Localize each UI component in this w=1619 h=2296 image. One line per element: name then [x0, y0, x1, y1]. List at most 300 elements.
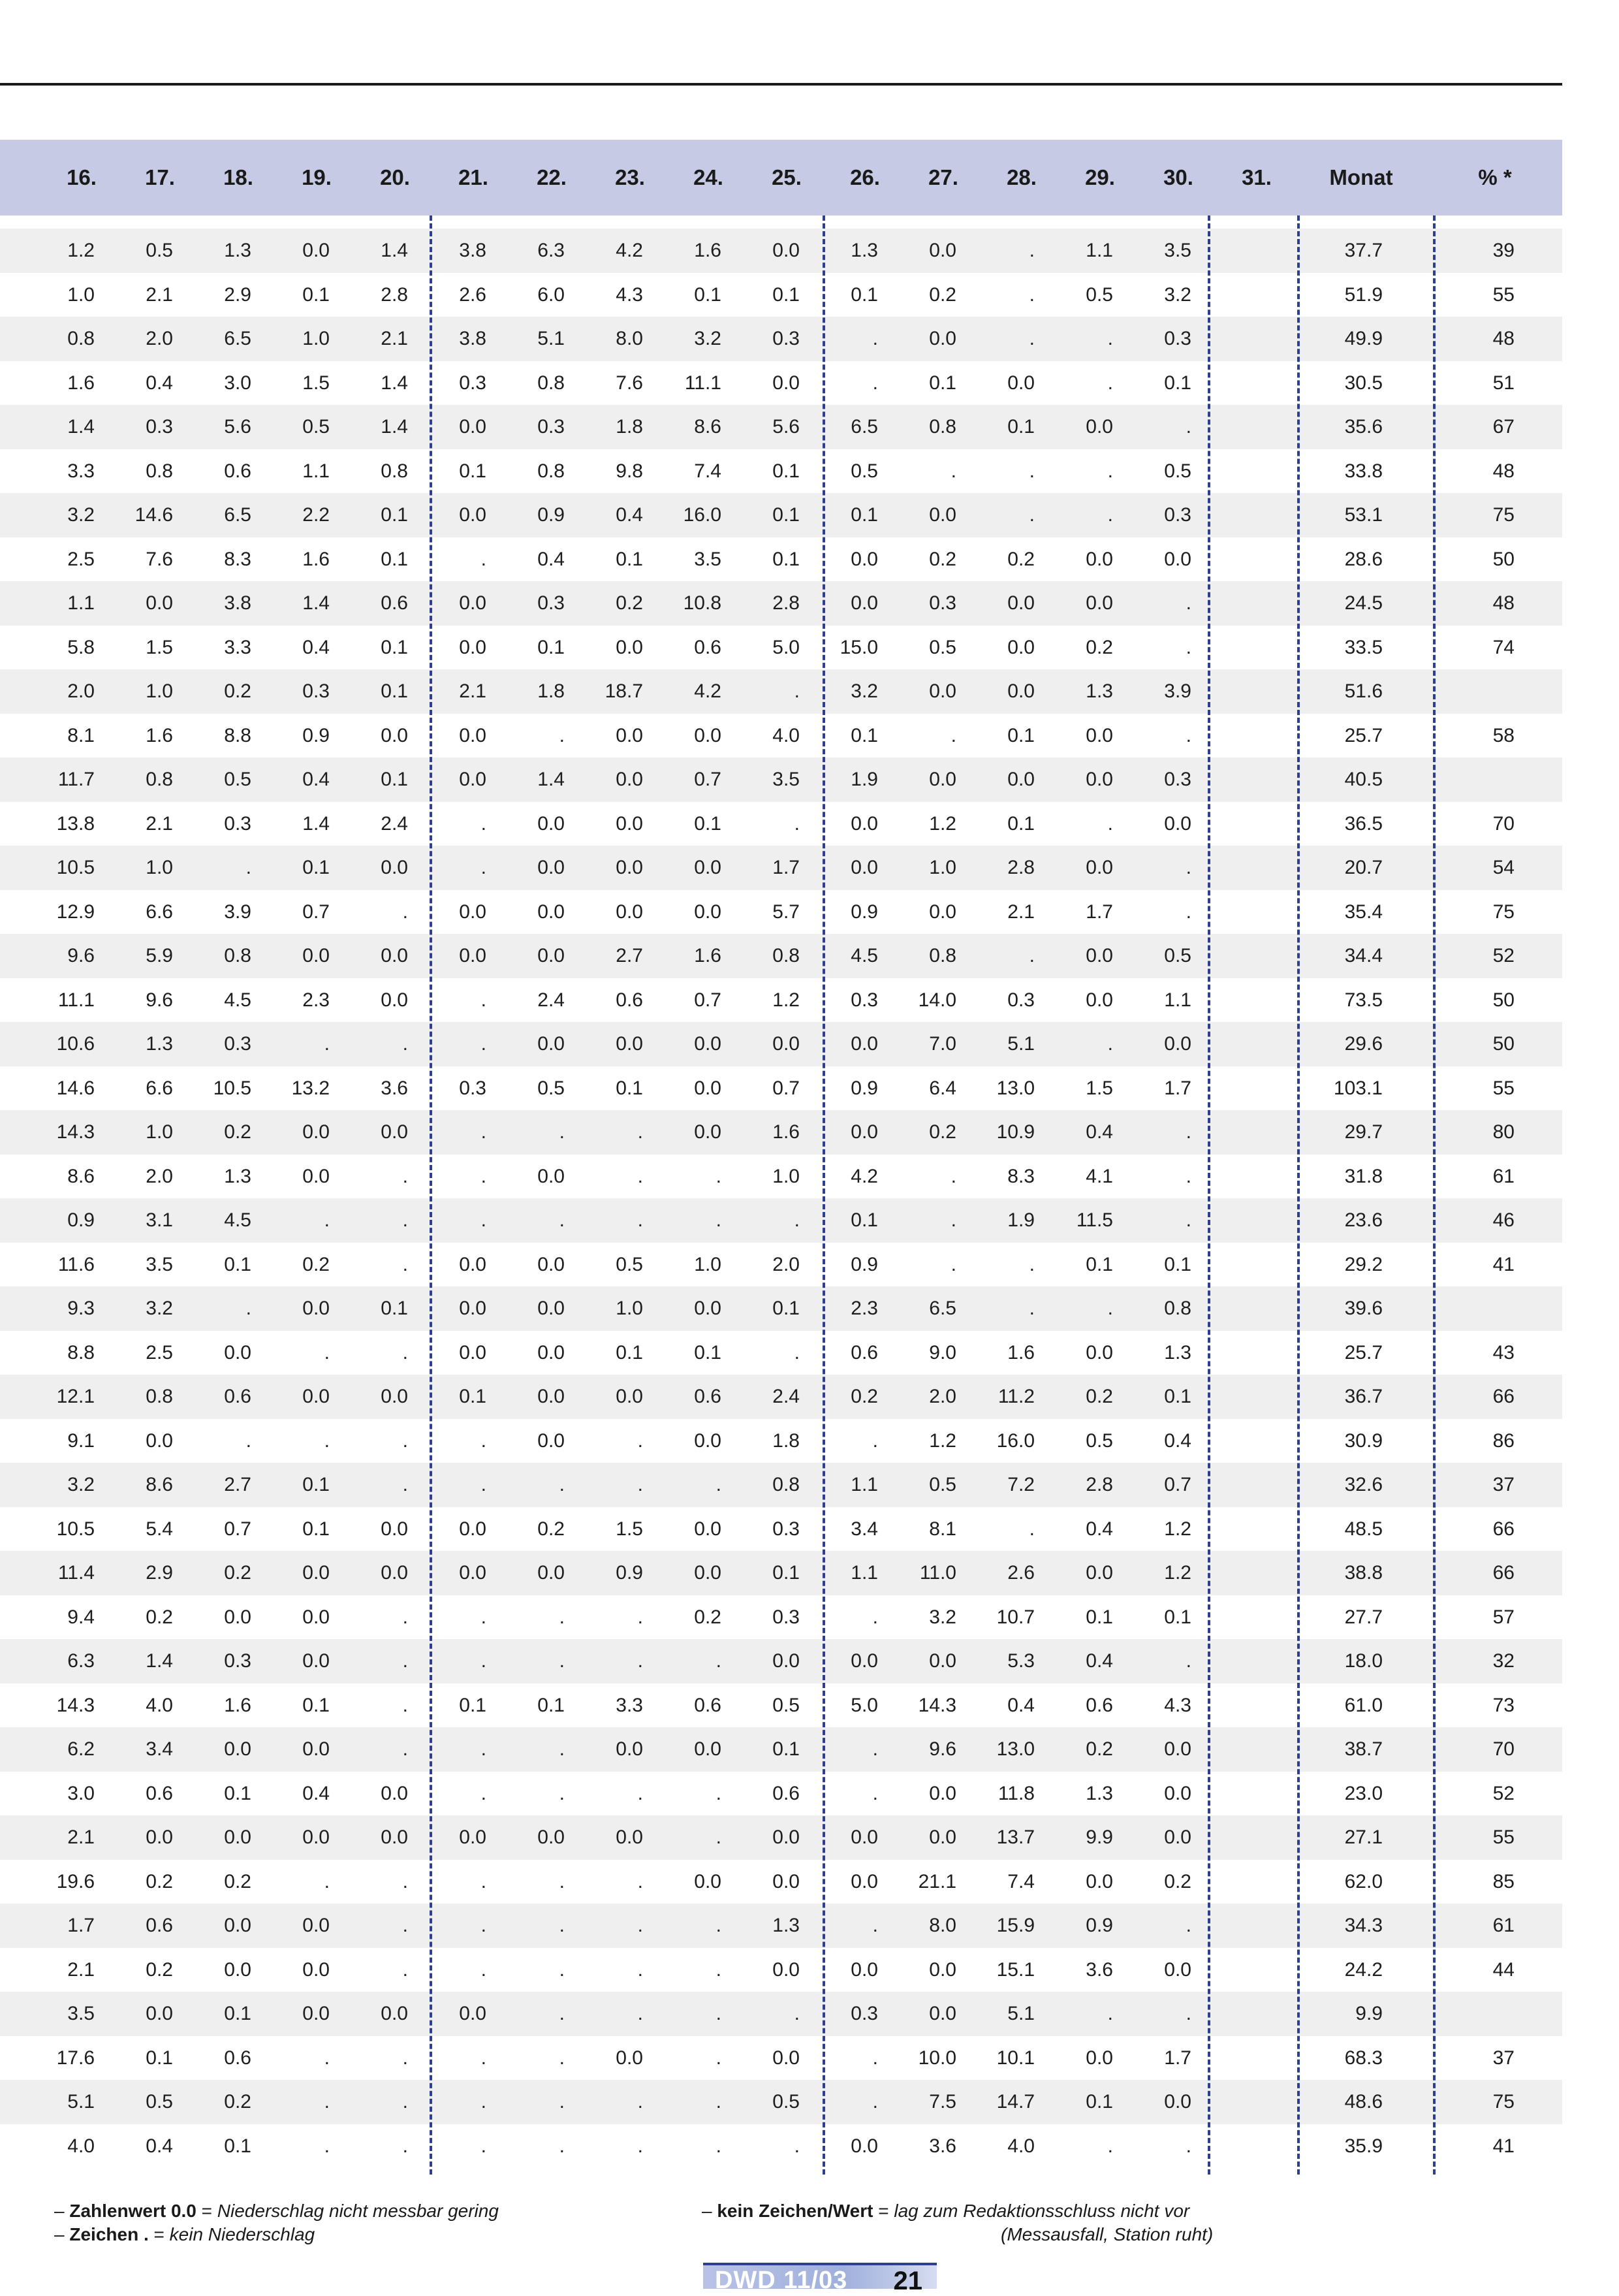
table-cell: . [402, 1870, 408, 1892]
table-cell: . [1029, 1253, 1035, 1275]
table-cell: . [1186, 2003, 1191, 2024]
table-cell: 0.1 [929, 372, 956, 394]
table-cell: 0.5 [929, 636, 956, 658]
table-cell: 6.5 [224, 504, 251, 526]
table-cell: 0.3 [772, 328, 800, 349]
table-cell: 11.8 [998, 1782, 1035, 1804]
table-cell: 0.0 [302, 1165, 330, 1187]
column-header: 28. [1007, 165, 1037, 189]
table-cell: . [637, 2091, 643, 2113]
table-cell: . [480, 1606, 486, 1628]
table-cell: 0.0 [381, 857, 408, 878]
table-cell: 1.3 [851, 240, 878, 261]
table-cell: 0.0 [1007, 372, 1035, 394]
table-cell: . [402, 1606, 408, 1628]
table-cell: 4.3 [616, 283, 643, 306]
table-cell: . [402, 1958, 408, 1981]
table-cell: . [402, 1915, 408, 1936]
table-cell: 3.3 [616, 1694, 643, 1716]
table-row [0, 1727, 1562, 1772]
table-cell: 0.0 [381, 989, 408, 1011]
column-separator [430, 215, 432, 2175]
table-cell [1443, 1286, 1515, 1331]
table-cell: . [402, 1165, 408, 1187]
table-cell: . [715, 1474, 721, 1495]
table-cell: 14.7 [996, 2091, 1035, 2113]
table-cell: 20.7 [1344, 857, 1383, 878]
table-cell: 9.0 [929, 1341, 956, 1363]
table-cell: 0.0 [459, 1253, 486, 1275]
table-cell: 8.6 [67, 1165, 95, 1187]
table-row [0, 1419, 1562, 1463]
table-cell: . [480, 1121, 486, 1143]
table-cell: 2.1 [1007, 901, 1035, 923]
table-cell: 30.5 [1344, 372, 1383, 394]
table-cell: 13.0 [996, 1738, 1035, 1760]
table-cell: 0.1 [302, 283, 330, 306]
legend-description: Niederschlag nicht messbar gering [217, 2201, 499, 2221]
table-cell: 1.9 [1007, 1209, 1035, 1231]
table-cell: 8.3 [1007, 1165, 1035, 1187]
table-cell: 0.3 [224, 1650, 251, 1672]
table-cell: 0.1 [772, 1562, 800, 1584]
table-cell: 0.0 [1164, 1958, 1191, 1981]
table-cell: 9.9 [1355, 2003, 1383, 2024]
table-cell: 0.5 [772, 2091, 800, 2113]
table-cell [1443, 669, 1515, 714]
table-cell: 0.0 [459, 945, 486, 966]
table-cell: . [324, 2091, 330, 2113]
table-cell: 0.3 [459, 372, 486, 394]
table-cell: 1.2 [929, 1429, 956, 1452]
table-cell: 32.6 [1344, 1474, 1383, 1495]
table-cell: 0.1 [459, 1694, 486, 1716]
table-cell: 1.2 [67, 240, 95, 261]
table-cell: 3.6 [381, 1077, 408, 1099]
table-cell: 0.2 [1164, 1870, 1191, 1892]
column-header: 22. [537, 165, 567, 189]
table-cell: . [1029, 1298, 1035, 1319]
table-cell: 0.0 [537, 1386, 565, 1407]
table-cell: 1.4 [381, 372, 408, 394]
table-cell: . [559, 1958, 565, 1981]
table-cell: 6.6 [146, 1077, 173, 1099]
table-row [0, 1639, 1562, 1683]
table-cell: 0.0 [851, 1121, 878, 1143]
table-cell: . [715, 1650, 721, 1672]
table-cell: 5.6 [772, 416, 800, 438]
table-cell: 0.0 [381, 1121, 408, 1143]
table-cell: 0.0 [929, 328, 956, 349]
table-cell: 0.8 [224, 945, 251, 966]
table-row [0, 757, 1562, 802]
table-cell: 2.9 [224, 283, 251, 306]
table-cell: 0.0 [537, 945, 565, 966]
table-cell: 80 [1492, 1121, 1515, 1143]
table-cell: 67 [1492, 416, 1515, 438]
table-cell: . [402, 1209, 408, 1231]
table-cell: 0.8 [537, 372, 565, 394]
table-cell: 1.3 [772, 1915, 800, 1936]
table-cell: 4.0 [1007, 2135, 1035, 2157]
table-cell: . [480, 1782, 486, 1804]
table-cell: 0.7 [1164, 1474, 1191, 1495]
table-cell: 15.9 [996, 1915, 1035, 1936]
table-cell: 0.0 [1086, 945, 1113, 966]
table-cell: 0.1 [616, 1077, 643, 1099]
table-cell: 0.2 [224, 1870, 251, 1892]
table-cell: 0.1 [1164, 1253, 1191, 1275]
table-cell: 4.0 [146, 1694, 173, 1716]
table-cell: 0.0 [772, 372, 800, 394]
table-cell: 0.0 [537, 812, 565, 835]
table-cell: 0.4 [616, 504, 643, 526]
table-cell: 3.5 [146, 1253, 173, 1275]
table-row [0, 1904, 1562, 1948]
table-cell: . [245, 857, 251, 878]
table-cell: 4.2 [694, 680, 721, 702]
table-cell: . [1107, 1033, 1113, 1055]
table-cell: 0.8 [1164, 1298, 1191, 1319]
table-cell: 8.6 [694, 416, 721, 438]
table-cell: . [872, 2047, 878, 2069]
table-cell: 3.2 [67, 1474, 95, 1495]
table-row [0, 934, 1562, 978]
table-cell: . [1029, 328, 1035, 349]
table-row [0, 1155, 1562, 1199]
table-cell: 1.7 [772, 857, 800, 878]
table-cell: . [402, 2047, 408, 2069]
table-cell: 0.2 [537, 1518, 565, 1540]
table-cell: 0.1 [851, 283, 878, 306]
table-cell: 0.0 [1164, 1033, 1191, 1055]
table-cell: . [402, 1253, 408, 1275]
table-cell: 0.1 [616, 548, 643, 570]
table-cell: . [637, 1782, 643, 1804]
table-cell: . [324, 2047, 330, 2069]
table-cell: 0.0 [851, 1958, 878, 1981]
table-cell: 21.1 [918, 1870, 956, 1892]
table-cell: 0.0 [146, 592, 173, 614]
table-cell: 0.2 [224, 2091, 251, 2113]
table-row [0, 1815, 1562, 1860]
table-cell: 5.7 [772, 901, 800, 923]
table-cell: 1.1 [851, 1562, 878, 1584]
table-cell: 0.6 [772, 1782, 800, 1804]
table-cell: . [1186, 416, 1191, 438]
table-cell: 0.0 [694, 1562, 721, 1584]
legend-dash: – [54, 2224, 70, 2244]
table-cell: 0.0 [537, 1562, 565, 1584]
table-cell: . [1186, 1915, 1191, 1936]
table-cell: 0.0 [381, 945, 408, 966]
table-cell: 0.0 [1086, 416, 1113, 438]
table-cell: 55 [1492, 1077, 1515, 1099]
table-row [0, 1022, 1562, 1066]
table-cell: . [1029, 240, 1035, 261]
table-cell: . [715, 1782, 721, 1804]
table-cell: 0.1 [302, 1694, 330, 1716]
table-cell: . [1186, 1121, 1191, 1143]
table-cell: 4.0 [772, 724, 800, 746]
legend-no-value-note [1001, 2224, 1213, 2245]
table-cell: 1.4 [302, 812, 330, 835]
table-cell: 0.5 [1164, 945, 1191, 966]
table-cell: . [715, 2047, 721, 2069]
table-cell: 0.1 [459, 460, 486, 482]
table-cell: 0.0 [1086, 769, 1113, 790]
table-cell: . [951, 460, 956, 482]
table-cell [1443, 757, 1515, 802]
table-cell: 61.0 [1344, 1694, 1383, 1716]
table-cell: 30.9 [1344, 1429, 1383, 1452]
table-cell: 0.0 [616, 636, 643, 658]
table-cell: 0.0 [1164, 1738, 1191, 1760]
table-cell: . [480, 1870, 486, 1892]
table-cell: . [480, 989, 486, 1011]
table-cell: 46 [1492, 1209, 1515, 1231]
table-cell: 103.1 [1333, 1077, 1383, 1099]
table-cell: 11.6 [57, 1253, 95, 1275]
table-cell: 35.6 [1344, 416, 1383, 438]
table-cell: 1.4 [146, 1650, 173, 1672]
table-row [0, 1375, 1562, 1419]
table-cell: . [402, 901, 408, 923]
table-cell: 48 [1492, 460, 1515, 482]
table-cell: 11.2 [998, 1386, 1035, 1407]
table-cell: 10.5 [213, 1077, 251, 1099]
table-cell: 0.1 [1164, 1386, 1191, 1407]
table-row [0, 1286, 1562, 1331]
table-cell: 0.3 [224, 1033, 251, 1055]
table-cell: 85 [1492, 1870, 1515, 1892]
table-cell: 0.0 [851, 1826, 878, 1848]
table-cell: . [872, 328, 878, 349]
table-cell: 44 [1492, 1958, 1515, 1981]
table-cell: 1.8 [537, 680, 565, 702]
table-cell: 0.0 [929, 504, 956, 526]
column-header: 16. [67, 165, 97, 189]
table-cell: 3.5 [772, 769, 800, 790]
table-cell: 13.7 [996, 1826, 1035, 1848]
column-header: 30. [1163, 165, 1193, 189]
legend-description: lag zum Redaktionsschluss nicht vor [894, 2201, 1190, 2221]
table-cell: . [1107, 1298, 1113, 1319]
table-cell: 0.9 [616, 1562, 643, 1584]
table-cell: . [1186, 2135, 1191, 2157]
table-cell: 2.1 [146, 283, 173, 306]
table-row [0, 273, 1562, 317]
table-cell: 3.4 [851, 1518, 878, 1540]
table-cell: 0.0 [459, 1518, 486, 1540]
table-cell: 0.3 [772, 1606, 800, 1628]
table-cell: 1.6 [224, 1694, 251, 1716]
table-cell: 0.9 [67, 1209, 95, 1231]
table-cell: 11.4 [57, 1562, 95, 1584]
legend-equals: = [148, 2224, 170, 2244]
table-cell: 0.1 [381, 1298, 408, 1319]
table-cell: 0.0 [224, 1915, 251, 1936]
table-cell: 0.1 [772, 460, 800, 482]
table-cell: 33.5 [1344, 636, 1383, 658]
table-cell: 3.2 [1164, 283, 1191, 306]
table-cell: 39 [1492, 240, 1515, 261]
table-cell: 0.0 [381, 1782, 408, 1804]
table-cell: 1.2 [772, 989, 800, 1011]
table-cell: 52 [1492, 1782, 1515, 1804]
table-cell: 3.5 [694, 548, 721, 570]
column-separator [1433, 215, 1436, 2175]
table-cell: 0.0 [851, 1033, 878, 1055]
table-cell: 0.0 [1086, 857, 1113, 878]
table-cell: 0.0 [929, 2003, 956, 2024]
table-cell: 4.3 [1164, 1694, 1191, 1716]
table-cell: . [559, 724, 565, 746]
table-row [0, 1463, 1562, 1507]
table-cell: 0.9 [1086, 1915, 1113, 1936]
table-cell: 1.1 [851, 1474, 878, 1495]
table-cell: 0.1 [772, 283, 800, 306]
table-cell: . [402, 1429, 408, 1452]
page-number: 21 [893, 2267, 922, 2295]
table-cell: 2.7 [616, 945, 643, 966]
table-cell: 49.9 [1344, 328, 1383, 349]
column-header: 31. [1242, 165, 1272, 189]
table-cell: 0.4 [146, 2135, 173, 2157]
table-cell: 3.5 [1164, 240, 1191, 261]
table-cell: . [402, 2091, 408, 2113]
table-row [0, 1331, 1562, 1375]
table-cell: 0.0 [1164, 548, 1191, 570]
table-cell: 31.8 [1344, 1165, 1383, 1187]
table-cell: 1.0 [929, 857, 956, 878]
table-cell: . [402, 1033, 408, 1055]
table-cell: 4.5 [224, 1209, 251, 1231]
table-cell: 24.5 [1344, 592, 1383, 614]
table-cell: 0.6 [694, 1694, 721, 1716]
table-cell: 1.3 [224, 1165, 251, 1187]
table-cell: 0.0 [459, 1826, 486, 1848]
legend-dot-sign [54, 2224, 315, 2245]
table-cell: 10.1 [996, 2047, 1035, 2069]
table-cell: 0.0 [146, 2003, 173, 2024]
table-cell: 0.5 [537, 1077, 565, 1099]
table-cell: 0.1 [146, 2047, 173, 2069]
table-cell: 3.6 [1086, 1958, 1113, 1981]
table-cell: 9.6 [146, 989, 173, 1011]
table-cell: 0.0 [302, 1826, 330, 1848]
table-cell: 1.2 [1164, 1518, 1191, 1540]
table-cell: . [480, 1650, 486, 1672]
table-cell: 0.0 [772, 1826, 800, 1848]
table-cell: 37 [1492, 1474, 1515, 1495]
table-cell: 0.6 [224, 1386, 251, 1407]
table-cell: 0.0 [694, 1518, 721, 1540]
table-cell: 0.1 [772, 548, 800, 570]
column-header: 18. [223, 165, 253, 189]
table-cell: . [1029, 460, 1035, 482]
table-cell: 0.1 [772, 1738, 800, 1760]
table-cell: 0.1 [302, 1474, 330, 1495]
table-cell: 4.5 [851, 945, 878, 966]
table-cell: 25.7 [1344, 1341, 1383, 1363]
table-cell: . [637, 1429, 643, 1452]
table-cell: . [794, 2135, 800, 2157]
table-cell: 0.1 [851, 724, 878, 746]
table-cell: 0.2 [929, 548, 956, 570]
table-cell: 1.8 [772, 1429, 800, 1452]
table-cell: 0.1 [1086, 1253, 1113, 1275]
column-separator [1297, 215, 1300, 2175]
table-cell: 1.4 [381, 240, 408, 261]
table-cell: 0.3 [851, 2003, 878, 2024]
table-cell: . [324, 1870, 330, 1892]
table-cell: . [559, 1121, 565, 1143]
table-cell: 0.2 [224, 680, 251, 702]
table-cell: 48.5 [1344, 1518, 1383, 1540]
table-cell: 0.8 [929, 416, 956, 438]
table-cell: . [715, 1209, 721, 1231]
table-cell: . [480, 2135, 486, 2157]
table-cell: . [1186, 1165, 1191, 1187]
table-cell: 0.0 [459, 724, 486, 746]
table-cell: 0.0 [537, 857, 565, 878]
column-header: Monat [1329, 165, 1393, 189]
table-row [0, 1243, 1562, 1287]
table-cell: 2.4 [772, 1386, 800, 1407]
table-cell: 3.2 [146, 1298, 173, 1319]
table-cell: 4.0 [67, 2135, 95, 2157]
table-cell: 0.0 [694, 1077, 721, 1099]
table-cell: 36.7 [1344, 1386, 1383, 1407]
table-cell: 24.2 [1344, 1958, 1383, 1981]
table-cell: 0.1 [381, 636, 408, 658]
table-cell: 0.0 [851, 1650, 878, 1672]
table-cell: 13.8 [56, 812, 95, 835]
table-cell: 9.4 [67, 1606, 95, 1628]
table-cell: 0.7 [224, 1518, 251, 1540]
table-cell: . [559, 1606, 565, 1628]
table-cell: 0.2 [224, 1121, 251, 1143]
table-cell: 0.5 [851, 460, 878, 482]
table-cell: . [872, 1606, 878, 1628]
table-cell: 1.8 [616, 416, 643, 438]
table-cell: 2.5 [146, 1341, 173, 1363]
table-cell: 0.5 [146, 240, 173, 261]
table-cell: 0.2 [302, 1253, 330, 1275]
table-cell: 1.4 [67, 416, 95, 438]
table-cell: . [324, 2135, 330, 2157]
table-cell: 0.3 [459, 1077, 486, 1099]
table-cell: . [559, 2047, 565, 2069]
table-cell: 0.3 [302, 680, 330, 702]
table-cell: 6.5 [851, 416, 878, 438]
legend-dash: – [702, 2201, 717, 2221]
table-cell: . [637, 2003, 643, 2024]
table-cell: 52 [1492, 945, 1515, 966]
table-cell: 3.9 [224, 901, 251, 923]
table-cell: . [245, 1429, 251, 1452]
table-cell: . [794, 812, 800, 835]
table-cell: 3.2 [694, 328, 721, 349]
table-cell: 1.2 [1164, 1562, 1191, 1584]
table-cell: . [1029, 283, 1035, 306]
table-cell: 0.4 [302, 769, 330, 790]
table-cell: 8.8 [224, 724, 251, 746]
table-cell: 0.0 [772, 1958, 800, 1981]
table-cell: 0.6 [381, 592, 408, 614]
table-cell: 75 [1492, 504, 1515, 526]
